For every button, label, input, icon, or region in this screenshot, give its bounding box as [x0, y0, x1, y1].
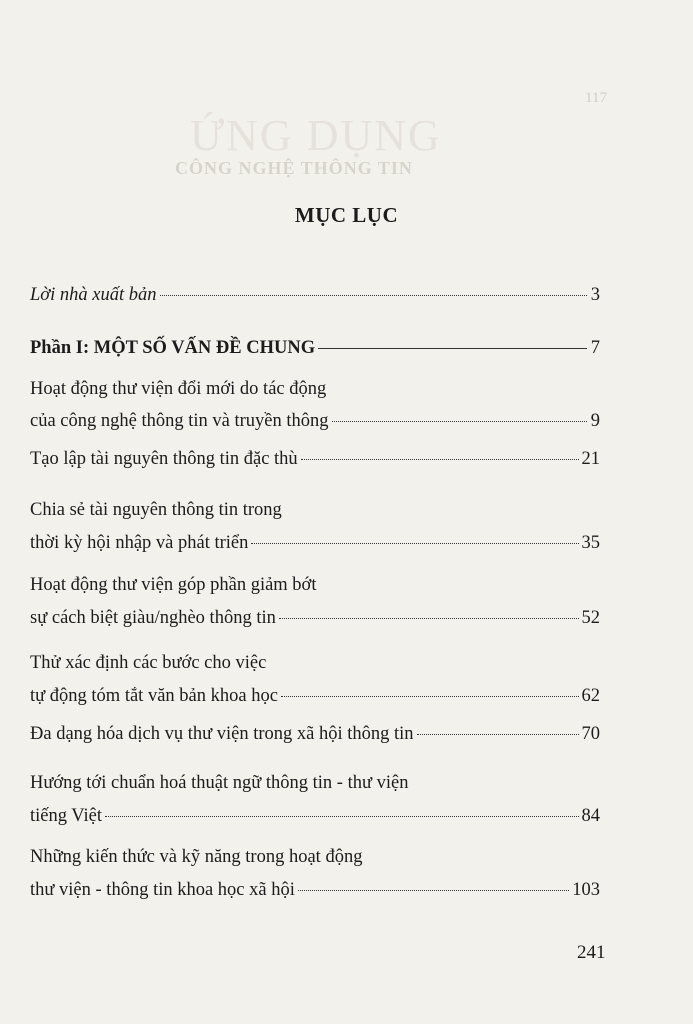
toc-title: MỤC LỤC — [294, 203, 399, 227]
toc-line — [30, 336, 600, 360]
entry-title: Đa dạng hóa dịch vụ thư viện trong xã hội thông tin — [30, 724, 414, 744]
toc-entry — [30, 283, 600, 307]
entry-title: thời kỳ hội nhập và phát triển — [30, 533, 249, 553]
entry-title: Lời nhà xuất bản — [30, 285, 157, 305]
toc-line — [30, 684, 600, 708]
dot-leader — [105, 816, 578, 817]
toc-section-heading — [30, 336, 600, 360]
toc-entry — [30, 377, 600, 433]
entry-title-line: Những kiến thức và kỹ năng trong hoạt động — [30, 847, 363, 867]
entry-title: thư viện - thông tin khoa học xã hội — [30, 880, 295, 900]
toc-entry — [30, 498, 600, 555]
entry-title-line: Hướng tới chuẩn hoá thuật ngữ thông tin - thư viện — [30, 773, 409, 793]
toc-line — [30, 606, 600, 630]
entry-page: 9 — [590, 411, 600, 431]
dot-leader — [279, 618, 579, 619]
toc-entry — [30, 722, 600, 746]
dot-leader — [417, 734, 579, 735]
entry-title: sự cách biệt giàu/nghèo thông tin — [30, 608, 276, 628]
entry-title: Phần I: MỘT SỐ VẤN ĐỀ CHUNG — [30, 338, 316, 358]
entry-title-line: Thử xác định các bước cho việc — [30, 653, 267, 673]
entry-page: 3 — [590, 285, 600, 305]
entry-page: 62 — [581, 686, 600, 706]
entry-page: 52 — [581, 608, 600, 628]
toc-line — [30, 283, 600, 307]
entry-page: 84 — [581, 806, 600, 826]
dot-leader — [298, 890, 569, 891]
show-through-text: CÔNG NGHỆ THÔNG TIN — [175, 158, 413, 178]
toc-line — [30, 804, 600, 828]
toc-line — [30, 447, 600, 471]
dot-leader — [251, 543, 578, 544]
page-number: 241 — [577, 942, 606, 963]
dot-leader — [332, 421, 587, 422]
entry-page: 7 — [590, 338, 600, 358]
entry-title: Tạo lập tài nguyên thông tin đặc thù — [30, 449, 298, 469]
toc-entry — [30, 845, 600, 902]
entry-title: tự động tóm tắt văn bản khoa học — [30, 686, 278, 706]
toc-line — [30, 409, 600, 433]
toc-entry — [30, 447, 600, 471]
dot-leader — [301, 459, 579, 460]
toc-line — [30, 722, 600, 746]
dot-leader — [160, 295, 587, 296]
entry-title-line: Hoạt động thư viện góp phần giảm bớt — [30, 575, 317, 595]
show-through-text: 117 — [585, 90, 607, 106]
toc-entry — [30, 651, 600, 708]
toc-line — [30, 878, 600, 902]
entry-page: 70 — [581, 724, 600, 744]
entry-page: 35 — [581, 533, 600, 553]
entry-page: 103 — [572, 880, 600, 900]
entry-title-line: Chia sẻ tài nguyên thông tin trong — [30, 500, 282, 520]
entry-title-line: Hoạt động thư viện đổi mới do tác động — [30, 379, 327, 399]
toc-entry — [30, 771, 600, 828]
entry-title: tiếng Việt — [30, 806, 103, 826]
toc-line — [30, 531, 600, 555]
dot-leader — [281, 696, 579, 697]
dot-leader — [318, 348, 587, 349]
toc-entry — [30, 573, 600, 630]
entry-page: 21 — [581, 449, 600, 469]
show-through-text: ỨNG DỤNG — [190, 111, 442, 160]
entry-title: của công nghệ thông tin và truyền thông — [30, 411, 329, 431]
